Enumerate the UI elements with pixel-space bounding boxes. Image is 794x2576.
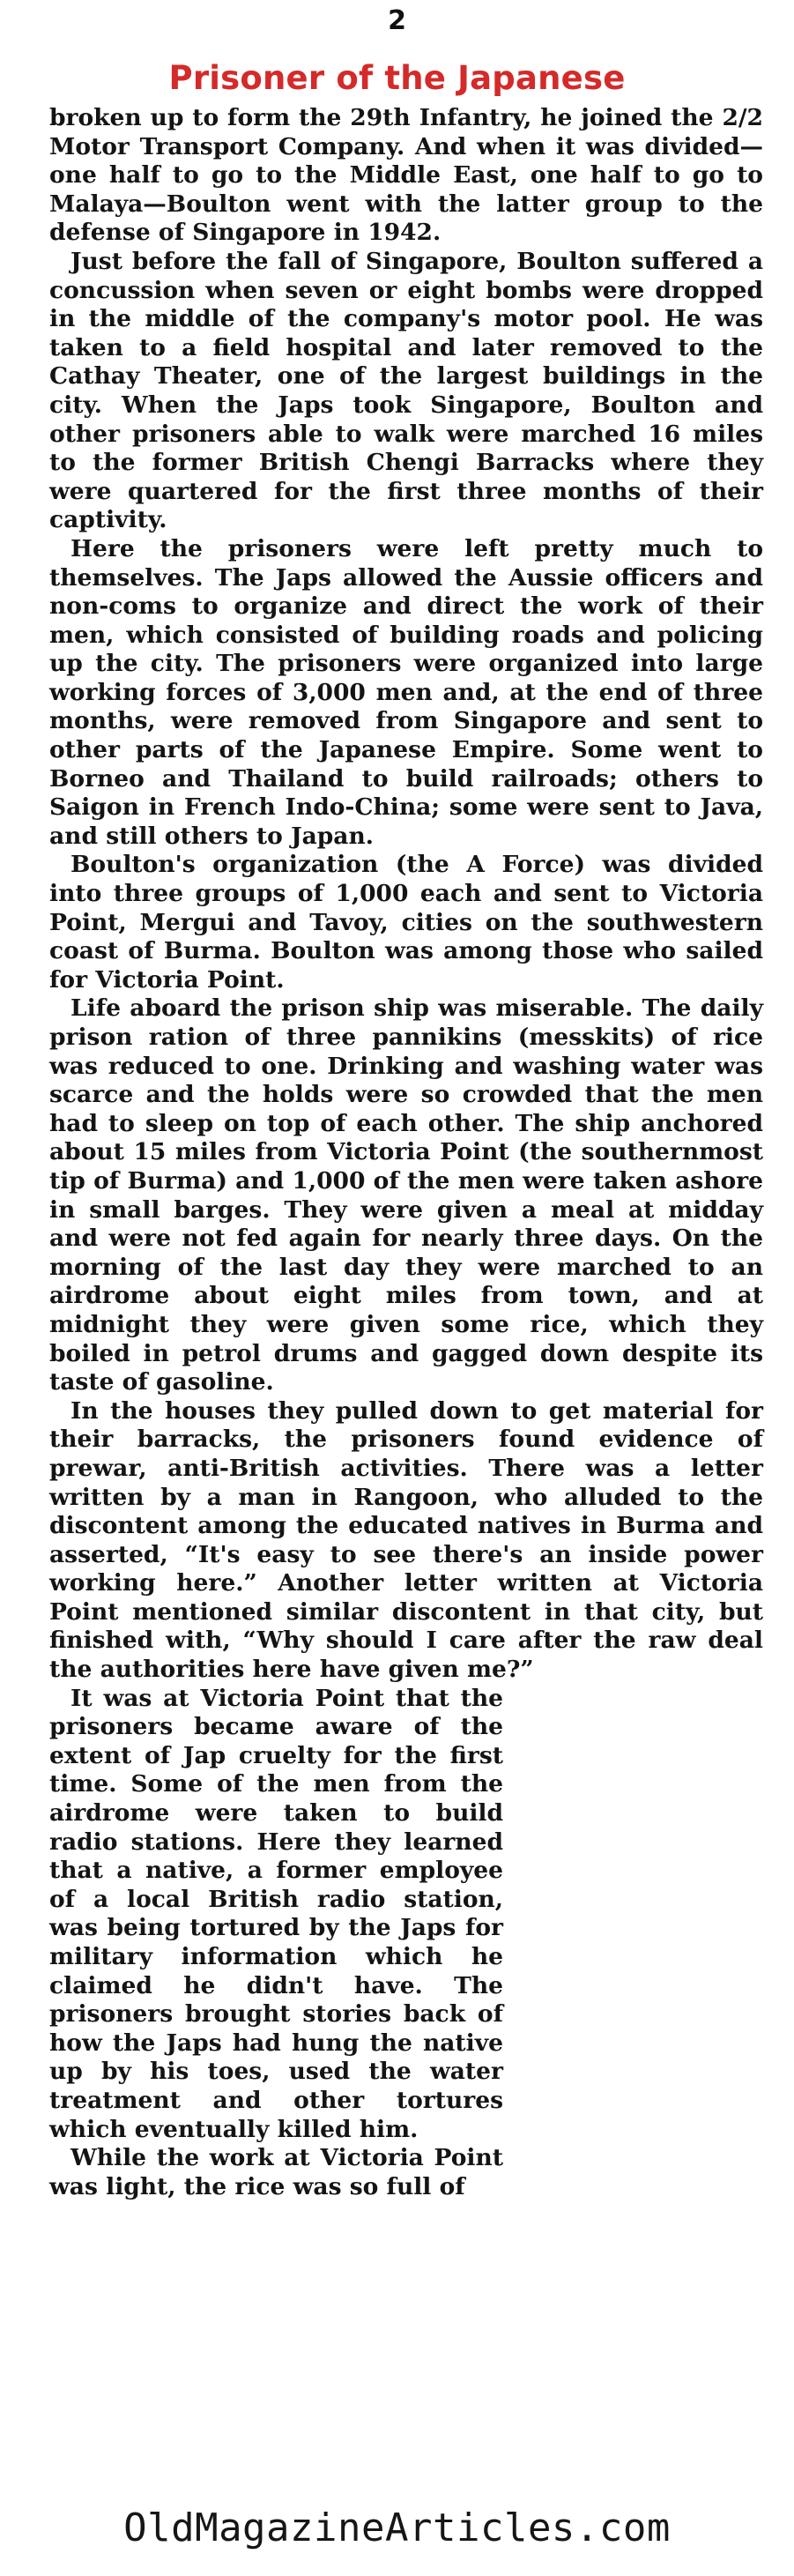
paragraph-8: While the work at Victoria Point was light, the rice was so full of <box>49 2144 503 2200</box>
paragraph-2: Just before the fall of Singapore, Boulton suffered a concussion when seven or eight bombs were dropped in the middle of the company's motor pool. He was taken to a field hospital and later removed to the Cathay Theater, one of the largest buildings in the city. When the Japs took Singapore, Boulton and other prisoners able to walk were marched 16 miles to the former British Chengi Barracks where they were quartered for the first three months of their captivity. <box>49 247 763 534</box>
article-body <box>49 104 763 2201</box>
site-watermark: OldMagazineArticles.com <box>123 2505 671 2550</box>
headline: Prisoner of the Japanese <box>168 59 626 97</box>
page-number: 2 <box>388 5 406 36</box>
paragraph-3: Here the prisoners were left pretty much to themselves. The Japs allowed the Aussie officers and non-coms to organize and direct the work of their men, which consisted of building roads and policing up the city. The prisoners were organized into large working forces of 3,000 men and, at the end of three months, were removed from Singapore and sent to other parts of the Japanese Empire. Some went to Borneo and Thailand to build railroads; others to Saigon in French Indo-China; some were sent to Java, and still others to Japan. <box>49 534 763 850</box>
paragraph-1: broken up to form the 29th Infantry, he joined the 2/2 Motor Transport Company. And when it was divided—one half to go to the Middle East, one half to go to Malaya—Boulton went with the latter group to the defense of Singapore in 1942. <box>49 104 763 247</box>
paragraph-4: Boulton's organization (the A Force) was divided into three groups of 1,000 each and sent to Victoria Point, Mergui and Tavoy, cities on the southwestern coast of Burma. Boulton was among those who sailed for Victoria Point. <box>49 851 763 994</box>
paragraph-7: It was at Victoria Point that the prisoners became aware of the extent of Jap cruelty for the first time. Some of the men from the airdrome were taken to build radio stations. Here they learned that a native, a former employee of a local British radio station, was being tortured by the Japs for military information which he claimed he didn't have. The prisoners brought stories back of how the Japs had hung the native up by his toes, used the water treatment and other tortures which eventually killed him. <box>49 1684 503 2143</box>
paragraph-6: In the houses they pulled down to get material for their barracks, the prisoners found evidence of prewar, anti-British activities. There was a letter written by a man in Rangoon, who alluded to the discontent among the educated natives in Burma and asserted, “It's easy to see there's an inside power working here.” Another letter written at Victoria Point mentioned similar discontent in that city, but finished with, “Why should I care after the raw deal the authorities here have given me?” <box>49 1396 763 1684</box>
paragraph-5: Life aboard the prison ship was miserable. The daily prison ration of three pannikins (messkits) of rice was reduced to one. Drinking and washing water was scarce and the holds were so crowded that the men had to sleep on top of each other. The ship anchored about 15 miles from Victoria Point (the southernmost tip of Burma) and 1,000 of the men were taken ashore in small barges. They were given a meal at midday and were not fed again for nearly three days. On the morning of the last day they were marched to an airdrome about eight miles from town, and at midnight they were given some rice, which they boiled in petrol drums and gagged down despite its taste of gasoline. <box>49 994 763 1396</box>
